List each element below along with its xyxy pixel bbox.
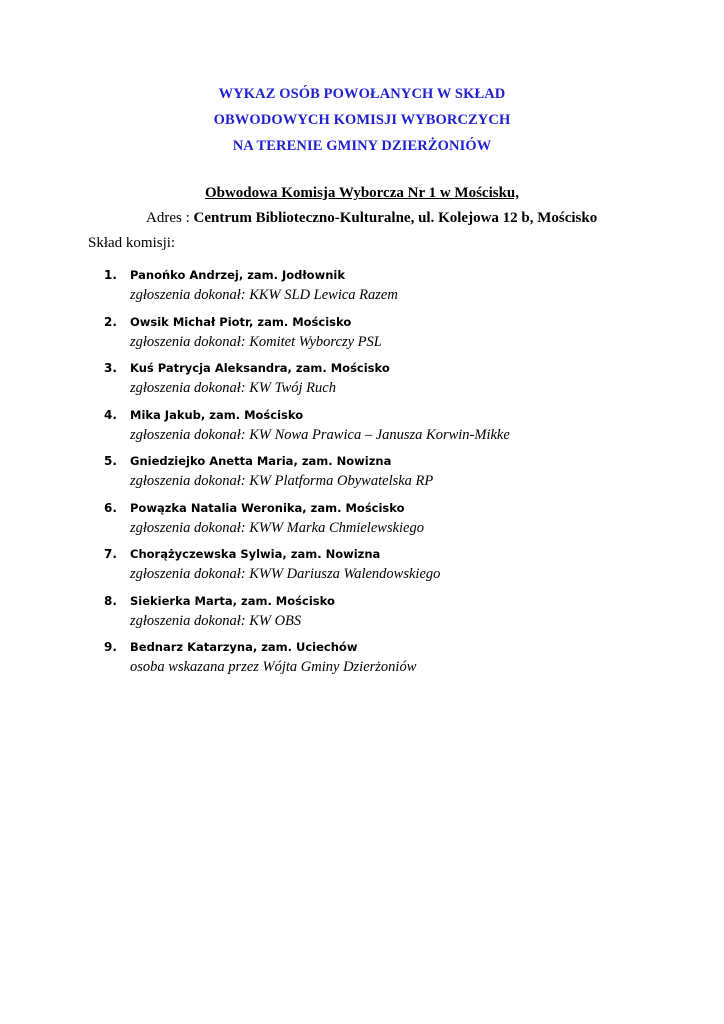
member-name: Gniedziejko Anetta Maria, zam. Nowizna xyxy=(130,454,392,468)
commission-address xyxy=(146,210,597,227)
member-name: Chorążyczewska Sylwia, zam. Nowizna xyxy=(130,547,381,561)
commission-name: Obwodowa Komisja Wyborcza Nr 1 w Mościsku, xyxy=(204,185,520,201)
member-name: Owsik Michał Piotr, zam. Mościsko xyxy=(130,314,352,329)
document-title-line-1: WYKAZ OSÓB POWOŁANYCH W SKŁAD xyxy=(218,86,506,102)
address-label: Adres : xyxy=(146,210,194,226)
member-nomination-note: osoba wskazana przez Wójta Gminy Dzierżoniów xyxy=(130,659,417,675)
member-nomination-note: zgłoszenia dokonał: KW Nowa Prawica – Janusza Korwin-Mikke xyxy=(130,426,510,443)
member-name: Powązka Natalia Weronika, zam. Mościsko xyxy=(130,500,405,515)
member-nomination-note: zgłoszenia dokonał: KWW Marka Chmielewskiego xyxy=(130,519,424,536)
composition-label: Skład komisji: xyxy=(88,235,176,251)
member-number: 7. xyxy=(104,547,117,561)
member-number: 6. xyxy=(104,500,117,515)
member-number: 8. xyxy=(104,593,117,608)
member-number: 1. xyxy=(104,268,117,282)
member-number: 5. xyxy=(104,454,117,468)
member-nomination-note: zgłoszenia dokonał: Komitet Wyborczy PSL xyxy=(130,333,382,350)
member-name: Bednarz Katarzyna, zam. Uciechów xyxy=(130,640,358,654)
member-name: Panońko Andrzej, zam. Jodłownik xyxy=(130,268,345,282)
member-number: 3. xyxy=(104,361,117,375)
member-number: 4. xyxy=(104,407,117,422)
member-nomination-note: zgłoszenia dokonał: KW Twój Ruch xyxy=(130,380,336,396)
document-title-line-2: OBWODOWYCH KOMISJI WYBORCZYCH xyxy=(213,112,511,128)
member-number: 9. xyxy=(104,640,117,654)
member-name: Kuś Patrycja Aleksandra, zam. Mościsko xyxy=(130,361,390,375)
member-nomination-note: zgłoszenia dokonał: KW OBS xyxy=(130,612,302,629)
member-name: Siekierka Marta, zam. Mościsko xyxy=(130,593,335,608)
member-nomination-note: zgłoszenia dokonał: KKW SLD Lewica Razem xyxy=(130,287,398,303)
member-number: 2. xyxy=(104,314,117,329)
member-name: Mika Jakub, zam. Mościsko xyxy=(130,407,304,422)
member-nomination-note: zgłoszenia dokonał: KW Platforma Obywatelska RP xyxy=(130,473,434,489)
member-nomination-note: zgłoszenia dokonał: KWW Dariusza Walendowskiego xyxy=(130,566,441,582)
address-value: Centrum Biblioteczno-Kulturalne, ul. Kolejowa 12 b, Mościsko xyxy=(193,210,598,226)
document-title-line-3: NA TERENIE GMINY DZIERŻONIÓW xyxy=(232,138,492,154)
